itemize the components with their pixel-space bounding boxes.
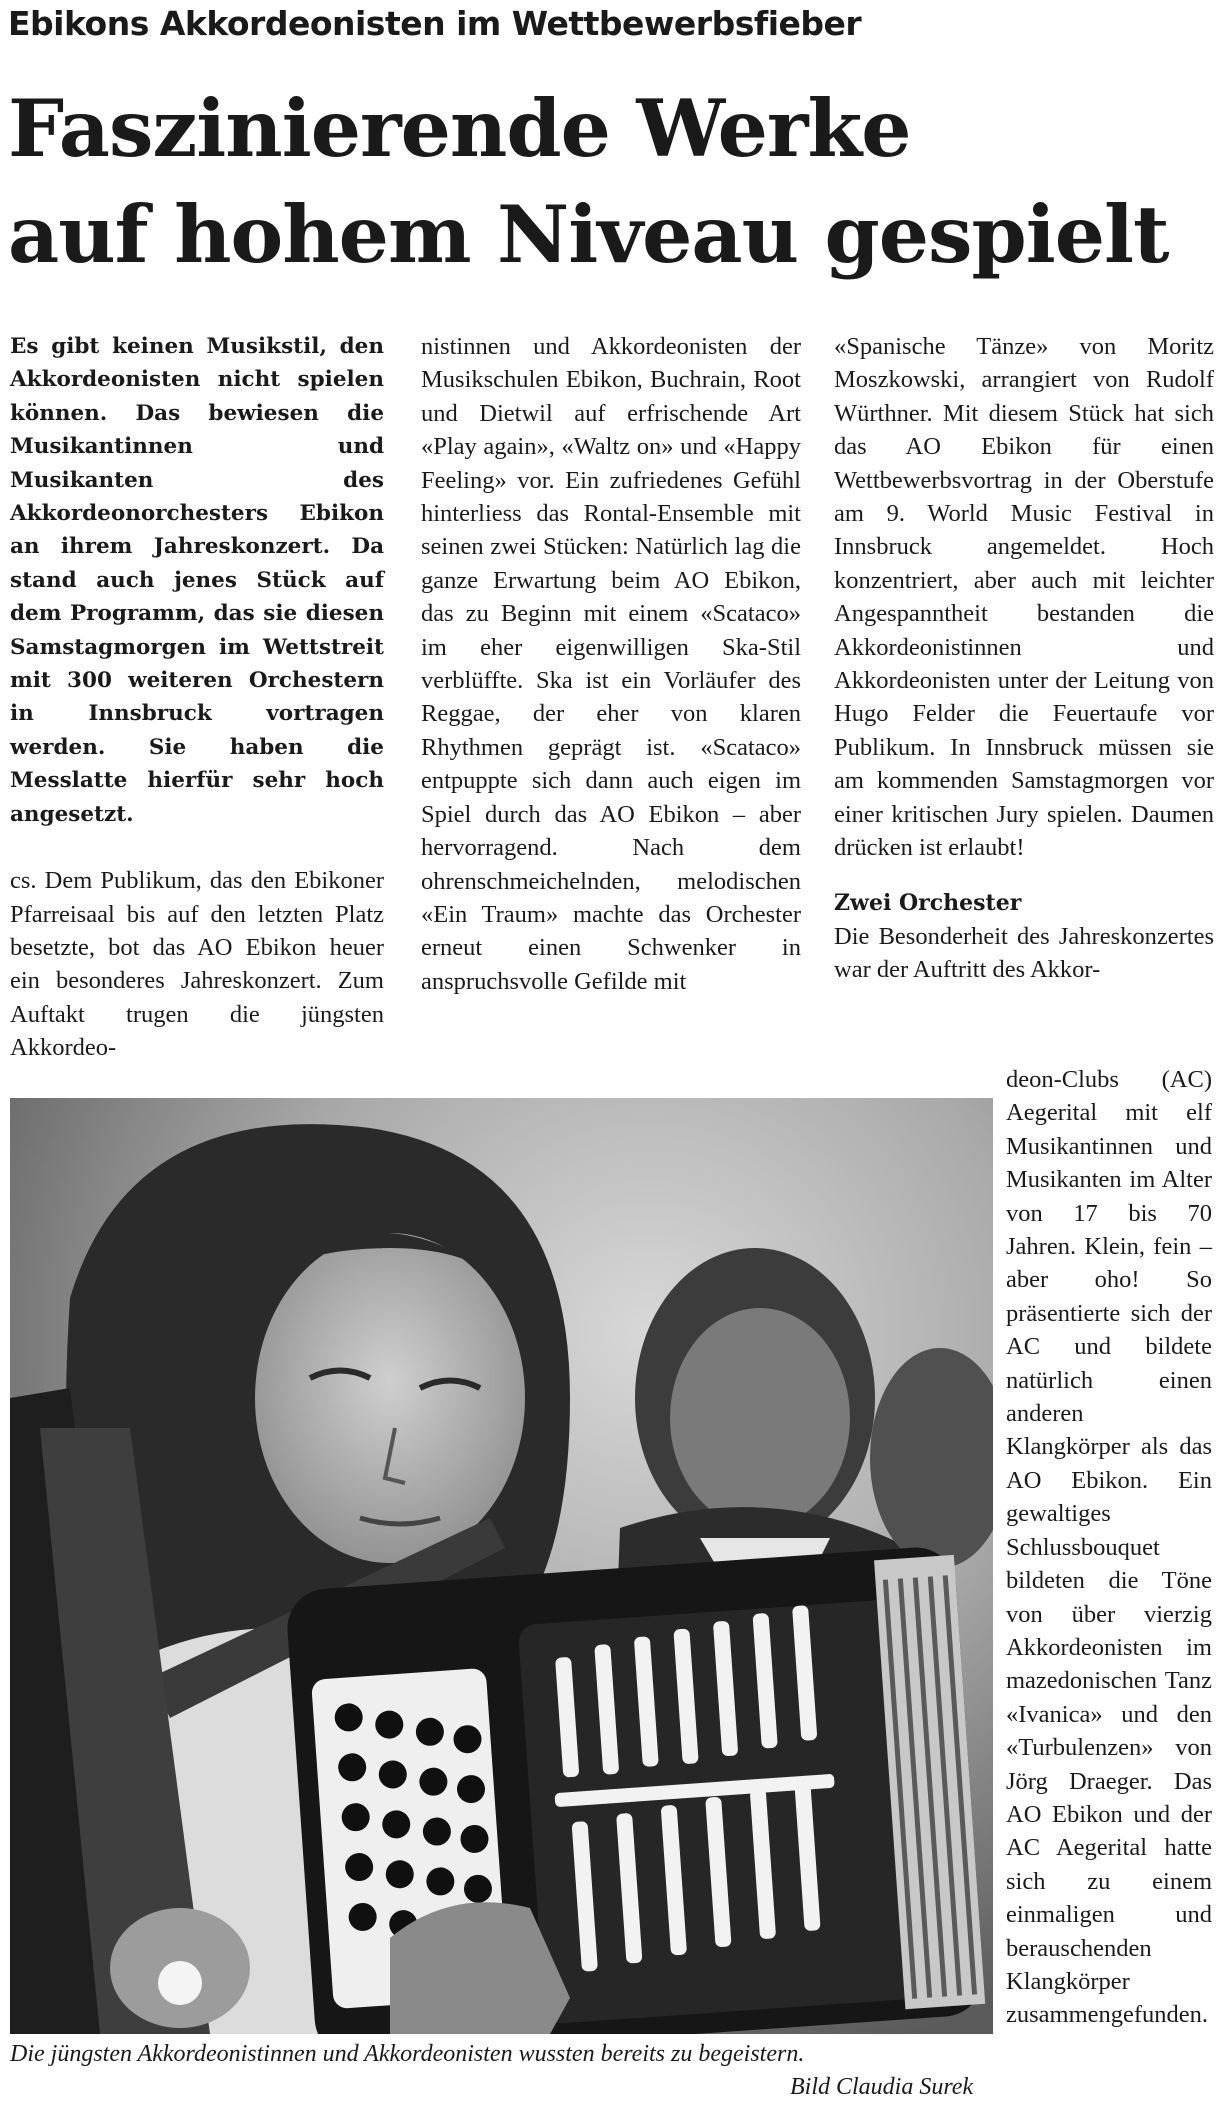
article-column-3	[834, 330, 1214, 987]
article-column-2	[421, 330, 801, 998]
article-kicker: Ebikons Akkordeonisten im Wettbewerbsfieber	[8, 4, 862, 43]
headline-line-1: Faszinierende Werke	[8, 82, 911, 175]
article-body-4: deon-Clubs (AC) Aegerital mit elf Musikantinnen und Musikanten im Alter von 17 bis 70 Jahren. Klein, fein – aber oho! So präsentierte sich der AC und bildete natürlich einen anderen Klangkörper als das AO Ebikon. Ein gewaltiges Schlussbouquet bildeten die Töne von über vierzig Akkordeonisten im mazedonischen Tanz «Ivanica» und den «Turbulenzen» von Jörg Draeger. Das AO Ebikon und der AC Aegerital hatte sich zu einem einmaligen und berauschenden Klangkörper zusammengefunden.	[1006, 1066, 1212, 2029]
article-body-3: «Spanische Tänze» von Moritz Moszkowski, arrangiert von Rudolf Würthner. Mit diesem Stück hat sich das AO Ebikon für einen Wettbewerbsvortrag in der Oberstufe am 9. World Music Festival in Innsbruck angemeldet. Hoch konzentriert, aber auch mit leichter Angespanntheit bestanden die Akkordeonistinnen und Akkordeonisten unter der Leitung von Hugo Felder die Feuertaufe vor Publikum. In Innsbruck müssen sie am kommenden Samstagmorgen vor einer kritischen Jury spielen. Daumen drücken ist erlaubt!	[834, 333, 1214, 862]
article-body-3b: Die Besonderheit des Jahreskonzertes war der Auftritt des Akkor-	[834, 922, 1214, 984]
article-lead: Es gibt keinen Musikstil, den Akkordeonisten nicht spielen können. Das bewiesen die Musikantinnen und Musikanten des Akkordeonorchesters Ebikon an ihrem Jahreskonzert. Da stand auch jenes Stück auf dem Programm, das sie diesen Samstagmorgen im Wettstreit mit 300 weiteren Orchestern in Innsbruck vortragen werden. Sie haben die Messlatte hierfür sehr hoch angesetzt.	[10, 334, 384, 827]
article-subhead: Zwei Orchester	[834, 889, 1022, 916]
accordion-girl-photo	[10, 1098, 993, 2034]
article-body-1: cs. Dem Publikum, das den Ebikoner Pfarreisaal bis auf den letzten Platz besetzte, bot das AO Ebikon heuer ein besonderes Jahreskonzert. Zum Auftakt trugen die jüngsten Akkordeo-	[10, 867, 384, 1062]
article-headline	[8, 76, 1208, 288]
article-column-1	[10, 330, 384, 1065]
photo-caption: Die jüngsten Akkordeonistinnen und Akkordeonisten wussten bereits zu begeistern.	[10, 2041, 805, 2067]
photo-credit: Bild Claudia Surek	[790, 2074, 974, 2100]
article-photo	[10, 1098, 993, 2034]
article-body-2: nistinnen und Akkordeonisten der Musikschulen Ebikon, Buchrain, Root und Dietwil auf erfrischende Art «Play again», «Waltz on» und «Happy Feeling» vor. Ein zufriedenes Gefühl hinterliess das Rontal-Ensemble mit seinen zwei Stücken: Natürlich lag die ganze Erwartung beim AO Ebikon, das zu Beginn mit einem «Scataco» im eher eigenwilligen Ska-Stil verblüffte. Ska ist ein Vorläufer des Reggae, der eher von klaren Rhythmen geprägt ist. «Scataco» entpuppte sich dann auch eigen im Spiel durch das AO Ebikon – aber hervorragend. Nach dem ohrenschmeichelnden, melodischen «Ein Traum» machte das Orchester erneut einen Schwenker in anspruchsvolle Gefilde mit	[421, 333, 801, 995]
headline-line-2: auf hohem Niveau gespielt	[8, 188, 1169, 281]
article-column-4	[1006, 1063, 1212, 2032]
